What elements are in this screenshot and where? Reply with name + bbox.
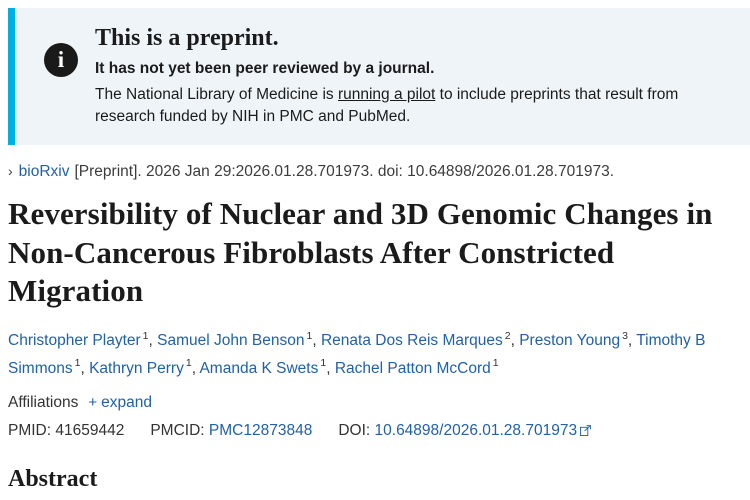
banner-body-after: to include preprints that result from research funded by NIH in PMC and PubMed. (95, 85, 679, 126)
pmid-label: PMID: (8, 421, 52, 439)
pmcid-group (150, 422, 312, 440)
author-entry (8, 332, 153, 349)
expand-affiliations-button[interactable] (88, 394, 152, 412)
affiliations-row (8, 394, 742, 412)
author-link[interactable]: Christopher Playter (8, 332, 141, 350)
pmcid-link[interactable]: PMC12873848 (208, 421, 313, 439)
citation-details: [Preprint]. 2026 Jan 29:2026.01.28.701973. doi: 10.64898/2026.01.28.701973. (74, 162, 615, 180)
author-separator: , (312, 332, 317, 350)
author-separator: , (191, 359, 196, 377)
author-entry (519, 332, 632, 349)
author-entry (157, 332, 317, 349)
preprint-banner (8, 8, 750, 145)
author-affiliation-marker[interactable]: 3 (622, 330, 628, 343)
preprint-banner-text (95, 22, 736, 129)
author-entry (334, 357, 499, 377)
preprint-banner-body (95, 84, 736, 129)
preprint-banner-title: This is a preprint. (95, 25, 279, 51)
author-separator: , (510, 332, 515, 350)
pilot-link[interactable]: running a pilot (337, 85, 436, 103)
author-link[interactable]: Preston Young (519, 332, 621, 350)
page-title: Reversibility of Nuclear and 3D Genomic Changes in Non-Cancerous Fibroblasts After Constricted Migration (8, 195, 713, 309)
author-link[interactable]: Rachel Patton McCord (334, 359, 491, 377)
preprint-banner-subtitle: It has not yet been peer reviewed by a journal. (95, 59, 435, 77)
external-link-icon (580, 423, 591, 434)
abstract-heading: Abstract (8, 465, 98, 492)
author-affiliation-marker[interactable]: 1 (320, 357, 327, 370)
author-separator: , (627, 332, 633, 350)
pmcid-label: PMCID: (150, 421, 205, 439)
doi-group (338, 422, 591, 440)
author-entry (89, 357, 196, 377)
author-list (8, 327, 742, 382)
author-affiliation-marker[interactable]: 1 (492, 357, 499, 370)
author-affiliation-marker[interactable]: 1 (142, 330, 149, 343)
author-link[interactable]: Kathryn Perry (89, 359, 184, 377)
author-affiliation-marker[interactable]: 2 (504, 330, 511, 343)
author-separator: , (80, 359, 85, 377)
citation-line (8, 163, 750, 181)
author-separator: , (326, 359, 331, 377)
expand-label: expand (101, 393, 152, 411)
author-affiliation-marker[interactable]: 1 (306, 330, 313, 343)
author-link[interactable]: Samuel John Benson (157, 332, 305, 350)
author-affiliation-marker[interactable]: 1 (74, 357, 81, 370)
plus-icon: + (88, 394, 98, 412)
author-link[interactable]: Renata Dos Reis Marques (320, 332, 503, 350)
author-entry (321, 332, 515, 349)
author-entry (199, 357, 331, 377)
pmid-value: 41659442 (55, 421, 125, 439)
affiliations-label: Affiliations (8, 393, 79, 411)
doi-label: DOI: (338, 421, 371, 439)
doi-link[interactable]: 10.64898/2026.01.28.701973 (374, 421, 578, 439)
info-icon: i (41, 40, 81, 80)
banner-body-before: The National Library of Medicine is (95, 85, 338, 103)
chevron-right-icon: › (8, 162, 13, 179)
pmid-group (8, 422, 124, 440)
author-link[interactable]: Amanda K Swets (199, 359, 319, 377)
author-separator: , (148, 332, 153, 350)
author-affiliation-marker[interactable]: 1 (185, 357, 192, 370)
journal-link[interactable]: bioRxiv (18, 162, 70, 180)
author-link[interactable]: Timothy B Simmons (8, 332, 706, 377)
identifiers-row (8, 422, 742, 440)
